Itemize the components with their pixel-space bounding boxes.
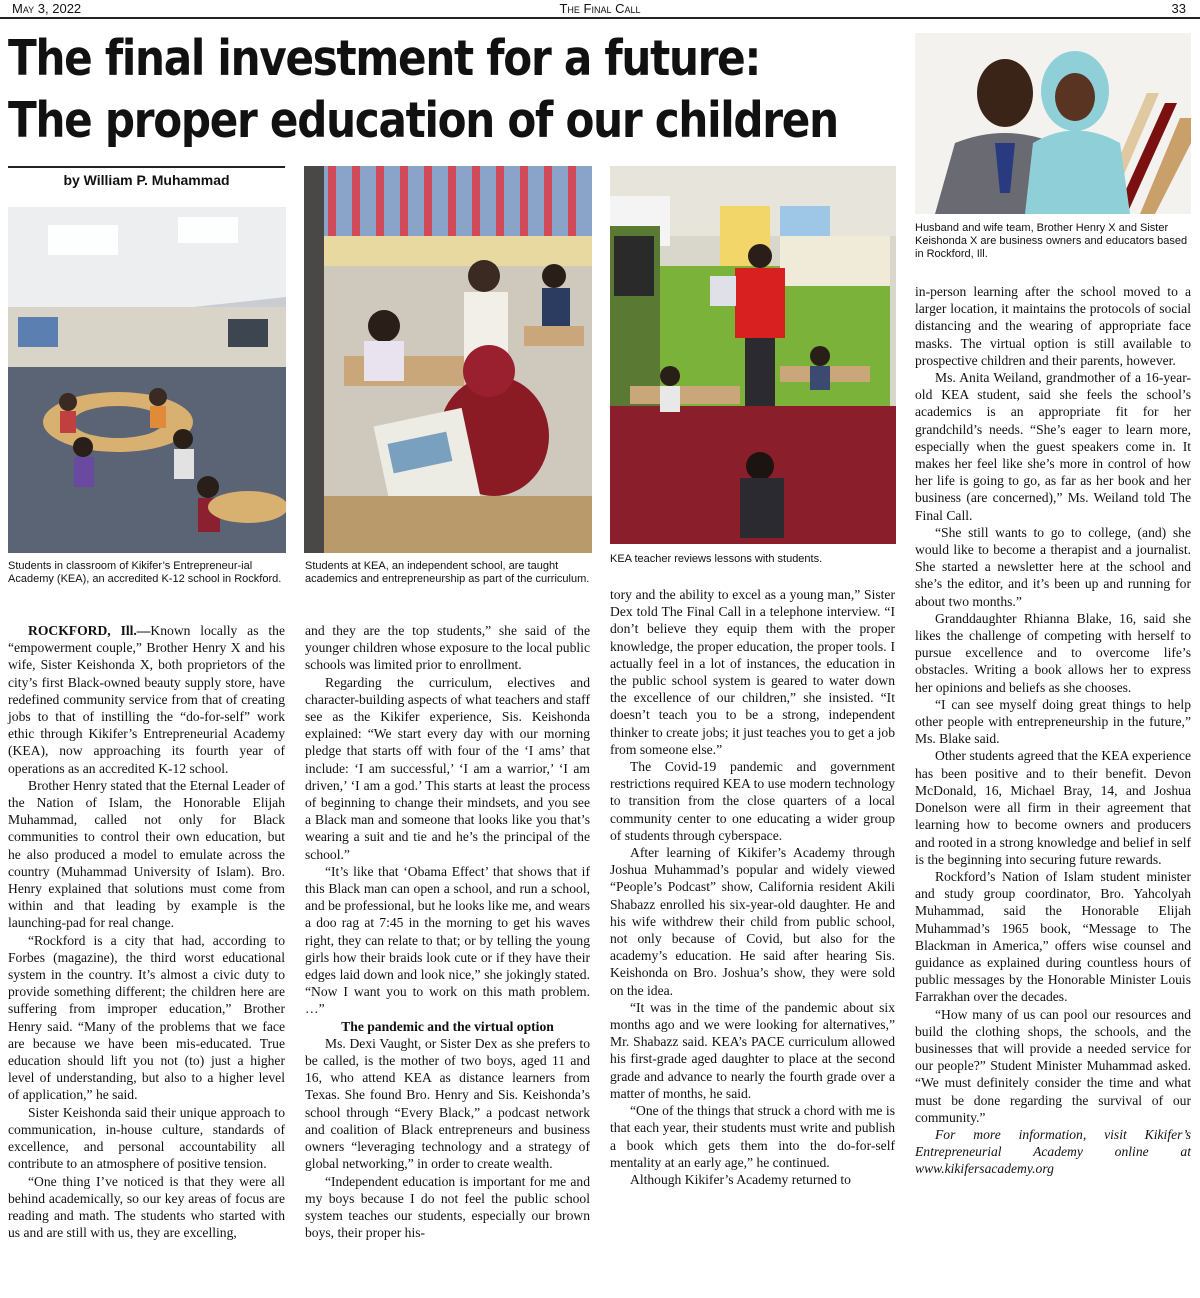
teacher-photo [610, 166, 896, 544]
article-column-3 [610, 586, 895, 1188]
section-subhead: The pandemic and the virtual option [341, 1018, 554, 1034]
headline-line-1: The final investment for a future: [8, 30, 761, 87]
dateline: ROCKFORD, Ill.— [28, 623, 151, 638]
col4-paragraph-6: Other students agreed that the KEA experience has been positive and to their benefit. Devon McDonald, 16, Michael Bray, 14, and Joshua Donelson were all firm in their agreement that learning how to become owners and producers and rooted in a strong knowledge and belief in self is the beginning into securing future rewards. [915, 748, 1191, 867]
couple-photo [915, 33, 1191, 214]
col4-paragraph-5: “I can see myself doing great things to help other people with entrepreneurship in the future,” Ms. Blake said. [915, 696, 1191, 747]
caption-teacher: KEA teacher reviews lessons with students. [610, 553, 823, 565]
caption-students: Students at KEA, an independent school, are taught academics and entrepreneurship as part of the curriculum. [305, 560, 590, 585]
header-rule [0, 17, 1200, 19]
col2-paragraph-3: “It’s like that ‘Obama Effect’ that shows that if this Black man can open a school, and run a school, and be professional, but he looks like me, and wears a doo rag at 7:45 in the morning to get his waves right, they can relate to that; or by telling the young girls how their braids look cute or if they have their edges laid down and look nice,” she jokingly stated. “Now I want you to work on this math problem. …” [305, 863, 590, 1017]
students-photo [304, 166, 592, 553]
article-column-4 [915, 283, 1191, 1178]
col4-paragraph-3: “She still wants to go to college, (and) she would like to become a therapist and a journalist. She started a newsletter here at the school and she’s the editor, and it’s been up and running for about two months.” [915, 524, 1191, 609]
headline [8, 28, 838, 152]
col3-paragraph-5: “One of the things that struck a chord with me is that each year, their students must write and publish a book which gets them into the do-for-self mentality at an early age,” he continued. [610, 1103, 895, 1170]
more-info-note: For more information, visit Kikifer’s Entrepreneurial Academy online at www.kikifersacademy.org [915, 1126, 1191, 1177]
headline-line-2: The proper education of our children [8, 92, 838, 149]
page-number: 33 [1171, 1, 1186, 16]
byline: by William P. Muhammad [63, 172, 230, 188]
col2-paragraph-1: and they are the top students,” she said of the younger children whose exposure to the local public schools was limited prior to enrollment. [305, 623, 590, 673]
article-column-1 [8, 622, 285, 1241]
col4-paragraph-1: in-person learning after the school moved to a larger location, it maintains the protocols of social distancing and the wearing of appropriate face masks. The virtual option is still available to prospective children and their parents, however. [915, 284, 1191, 368]
col2-paragraph-5: “Independent education is important for me and my boys because I do not feel the public school system teaches our students, especially our brown boys, their proper his- [305, 1173, 590, 1241]
col2-paragraph-4: Ms. Dexi Vaught, or Sister Dex as she prefers to be called, is the mother of two boys, aged 11 and 16, who attend KEA as distance learners from Texas. She found Bro. Henry and Sis. Keishonda’s school through “Every Black,” a podcast network and coalition of Black entrepreneurs and business owners “leveraging technology and a strategy of global networking,” in order to create wealth. [305, 1035, 590, 1172]
col1-paragraph-4: Sister Keishonda said their unique approach to communication, in-house culture, standards of excellence, and personal accountability all contribute to an atmosphere of positive tension. [8, 1104, 285, 1172]
col4-paragraph-4: Granddaughter Rhianna Blake, 16, said she likes the challenge of competing with herself to pursue excellence and to overcome life’s obstacles. Writing a book allows her to express her opinions and beliefs as she chooses. [915, 610, 1191, 695]
col3-paragraph-2: The Covid-19 pandemic and government restrictions required KEA to use modern technology to transition from the close quarters of a local community center to one educating a wider group of students through cyberspace. [610, 759, 895, 843]
col3-paragraph-1: tory and the ability to excel as a young man,” Sister Dex told The Final Call in a telephone interview. “I don’t believe they equip them with the proper knowledge, the proper education, the proper tools. I actually feel in a lot of instances, the education in the public school system is geared to water down the excellence of our children,” she insisted. “It doesn’t teach you to be a strong, independent thinker to create jobs; it just teaches you to get a job from someone else.” [610, 587, 895, 757]
article-column-2 [305, 622, 590, 1241]
caption-classroom: Students in classroom of Kikifer’s Entrepreneur-ial Academy (KEA), an accredited K-12 school in Rockford. [8, 560, 282, 585]
page-header [0, 0, 1200, 18]
issue-date: May 3, 2022 [12, 1, 82, 16]
paper-name: The Final Call [559, 1, 641, 16]
col1-paragraph-3: “Rockford is a city that had, according to Forbes (magazine), the third worst educational system in the country. It’s almost a civic duty to provide something different; the children here are suffering from improper education,” Brother Henry said. “Many of the problems that we face are because we have been mis-educated. True education should lift you not (to) just a higher level of understanding, but also to a higher level of application,” he said. [8, 932, 285, 1103]
col3-paragraph-6: Although Kikifer’s Academy returned to [630, 1171, 851, 1187]
col1-paragraph-5: “One thing I’ve noticed is that they were all behind academically, so our key areas of focus are reading and math. The students who started with us and are still with us, they are excelling, [8, 1173, 285, 1241]
col3-paragraph-4: “It was in the time of the pandemic about six months ago and we were looking for alternatives,” Mr. Shabazz said. KEA’s PACE curriculum allowed his first-grade aged daughter to place at the second grade and advance to nearly the fourth grade over a matter of months, he said. [610, 999, 895, 1101]
col3-paragraph-3: After learning of Kikifer’s Academy through Joshua Muhammad’s popular and widely viewed “People’s Podcast” show, California resident Akili Shabazz enrolled his six-year-old daughter. He and his wife withdrew their child from public school, not only because of Covid, but also for the academy’s education. He said after hearing Sis. Keishonda on Bro. Joshua’s show, they were sold on the idea. [610, 845, 895, 998]
col4-paragraph-8: “How many of us can pool our resources and build the clothing shops, the schools, and the businesses that will provide a needed service for our people?” Student Minister Muhammad asked. “We must definitely consider the time and what must be done regarding the survival of our community.” [915, 1006, 1191, 1125]
byline-rule [8, 166, 285, 168]
col4-paragraph-7: Rockford’s Nation of Islam student minister and study group coordinator, Bro. Yahcolyah Muhammad, said the Honorable Elijah Muhammad’s 1965 book, “Message to The Blackman in America,” offers wise counsel and guidance as explained during countless hours of public messages by the Honorable Minister Louis Farrakhan over the decades. [915, 868, 1191, 1005]
col1-paragraph-2: Brother Henry stated that the Eternal Leader of the Nation of Islam, the Honorable Elijah Muhammad, called not only for Black communities to control their own education, but he also produced a model to emulate across the country (Muhammad University of Islam). Bro. Henry explained that solutions must come from within and that leading by example is the launching-pad for real change. [8, 777, 285, 931]
col1-p1-text: Known locally as the “empowerment couple,” Brother Henry X and his wife, Sister Keishonda X, both proprietors of the city’s first Black-owned beauty supply store, have redefined community service from that of creating jobs to that of instilling the “do-for-self” work ethic through Kikifer’s Entrepreneurial Academy (KEA), now approaching its fourth year of operations as an accredited K-12 school. [8, 623, 285, 776]
col2-paragraph-2: Regarding the curriculum, electives and character-building aspects of what teachers and staff see as the Kikifer experience, Sis. Keishonda explained: “We start every day with our morning pledge that starts off with four of the ‘I ams’ that include: ‘I am successful,’ ‘I am a warrior,’ ‘I am driven,’ ‘I am a god.’ This starts at least the process of beginning to change their mindsets, and you see a Black man and someone that looks like you that’s wearing a suit and tie and he’s the principal of the school.” [305, 674, 590, 862]
classroom-photo [8, 207, 286, 553]
col1-paragraph-1 [8, 622, 285, 777]
caption-couple: Husband and wife team, Brother Henry X and Sister Keishonda X are business owners and educators based in Rockford, Ill. [915, 222, 1188, 260]
col4-paragraph-2: Ms. Anita Weiland, grandmother of a 16-year-old KEA student, said she feels the school’s academics is an appropriate fit for her grandchild’s needs. “She’s eager to learn more, especially when the guest speakers come in. It makes her feel like she’s more in control of how her life is going to go, as far as her book and her business (are concerned),” Ms. Weiland told The Final Call. [915, 370, 1191, 523]
